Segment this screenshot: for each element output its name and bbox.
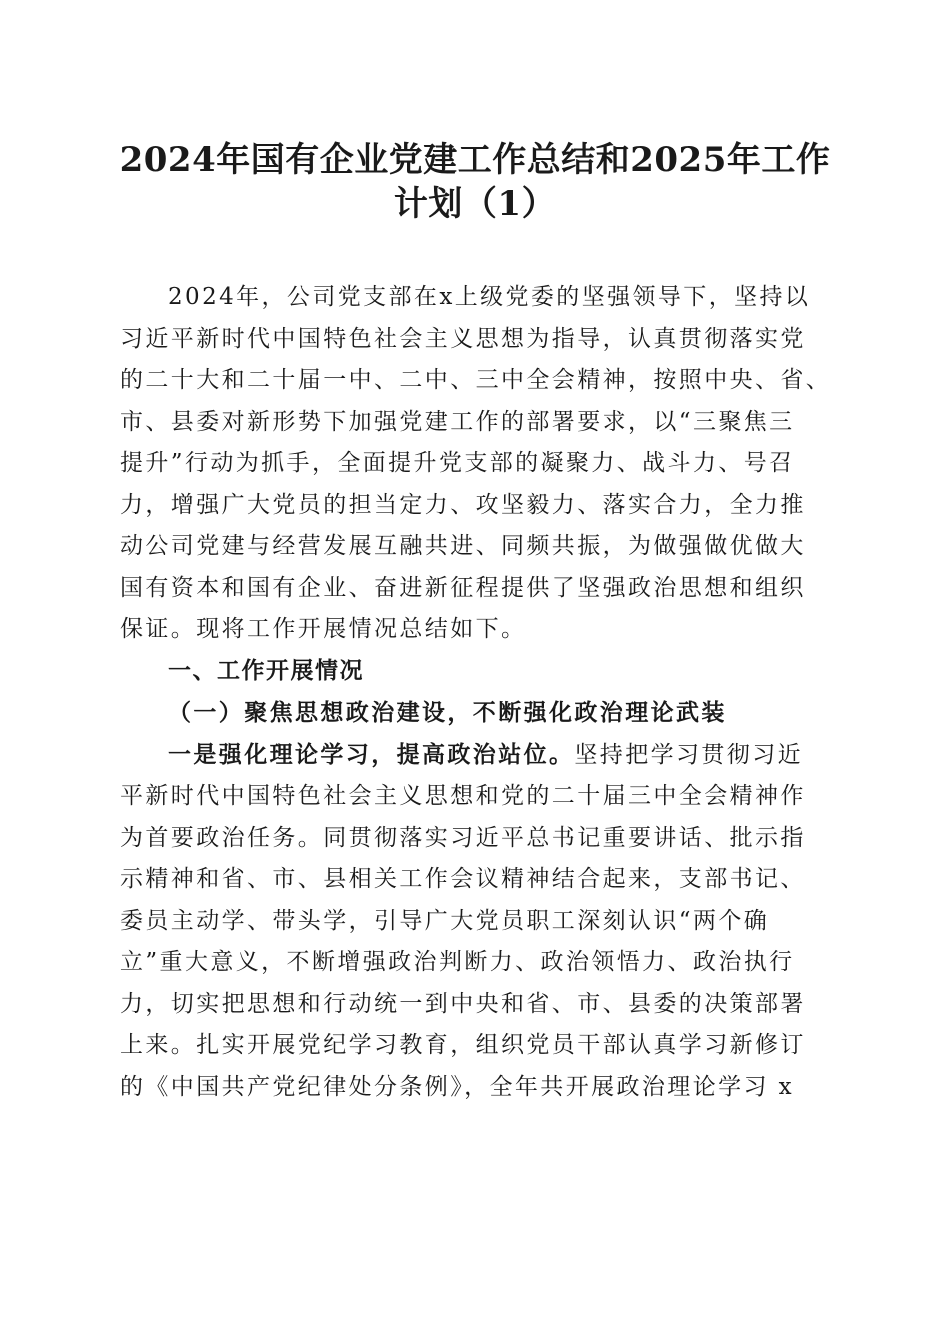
intro-line: 国有资本和国有企业、奋进新征程提供了坚强政治思想和组织 (120, 574, 806, 601)
intro-line: 力，增强广大党员的担当定力、攻坚毅力、落实合力，全力推 (120, 491, 806, 518)
paragraph-line: 平新时代中国特色社会主义思想和党的二十届三中全会精神作 (120, 783, 806, 809)
document-body (120, 277, 832, 1108)
intro-line: 的二十大和二十届一中、二中、三中全会精神，按照中央、省、 (120, 367, 832, 393)
intro-line: 2024年，公司党支部在x上级党委的坚强领导下，坚持以 (168, 284, 811, 310)
paragraph-line: 委员主动学、带头学，引导广大党员职工深刻认识“两个确 (120, 907, 770, 934)
intro-line: 市、县委对新形势下加强党建工作的部署要求，以“三聚焦三 (120, 408, 795, 435)
paragraph-line: 示精神和省、市、县相关工作会议精神结合起来，支部书记、 (120, 866, 806, 892)
document-title (100, 138, 850, 226)
intro-line: 保证。现将工作开展情况总结如下。 (120, 616, 527, 642)
paragraph-line: 上来。扎实开展党纪学习教育，组织党员干部认真学习新修订 (120, 1032, 806, 1058)
section-heading-2: （一）聚焦思想政治建设，不断强化政治理论武装 (168, 699, 727, 726)
paragraph-line: 力，切实把思想和行动统一到中央和省、市、县委的决策部署 (120, 990, 806, 1017)
title-line-2: 计划（1） (393, 184, 557, 224)
section-heading-1: 一、工作开展情况 (168, 657, 364, 684)
paragraph-line: 立”重大意义，不断增强政治判断力、政治领悟力、政治执行 (120, 949, 795, 975)
paragraph-lead: 一是强化理论学习，提高政治站位。 (168, 740, 575, 768)
intro-line: 动公司党建与经营发展互融共进、同频共振，为做强做优做大 (120, 533, 806, 559)
intro-line: 习近平新时代中国特色社会主义思想为指导，认真贯彻落实党 (120, 325, 806, 352)
paragraph-line: 的《中国共产党纪律处分条例》，全年共开展政治理论学习 x (120, 1073, 794, 1100)
title-line-1: 2024年国有企业党建工作总结和2025年工作 (119, 140, 831, 180)
intro-line: 提升”行动为抓手，全面提升党支部的凝聚力、战斗力、号召 (120, 450, 795, 476)
paragraph-first-line (120, 734, 832, 777)
paragraph-line: 为首要政治任务。同贯彻落实习近平总书记重要讲话、批示指 (120, 824, 806, 851)
paragraph-lead-rest: 坚持把学习贯彻习近 (574, 741, 804, 768)
